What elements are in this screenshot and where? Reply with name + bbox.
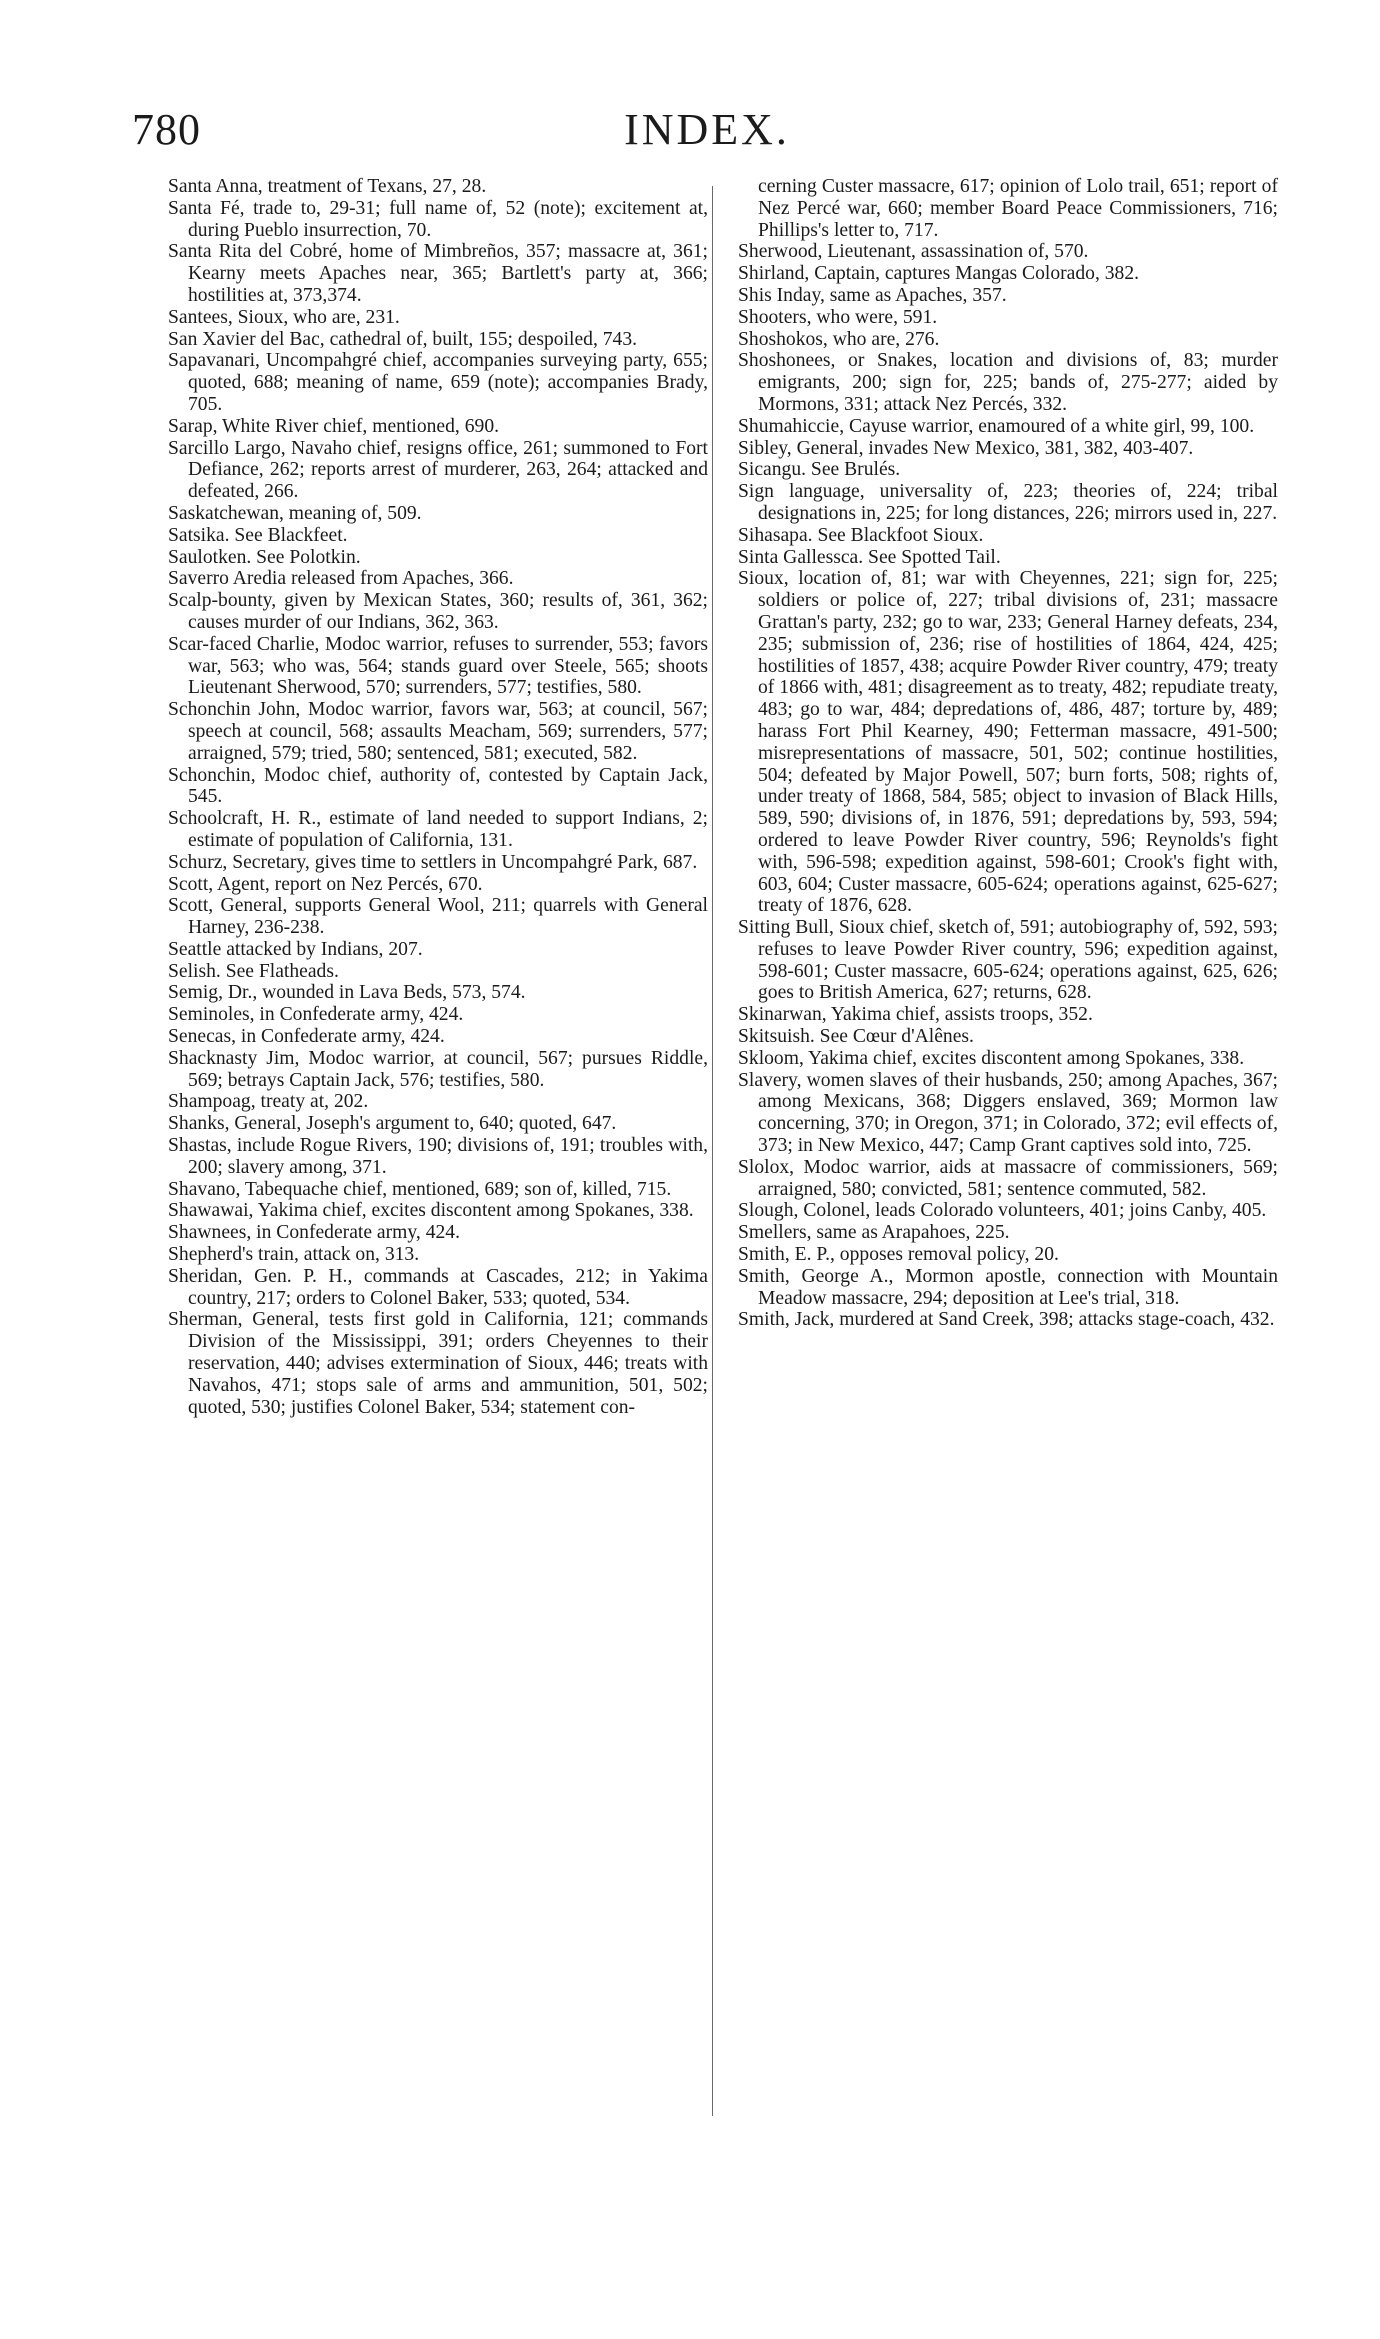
index-column-left [168,176,708,1418]
index-entry: Schonchin John, Modoc warrior, favors war, 563; at council, 567; speech at council, 568; assaults Meacham, 569; surrenders, 577; arraigned, 579; tried, 580; sentenced, 581; executed, 582. [168,699,708,764]
index-entry: Shirland, Captain, captures Mangas Colorado, 382. [738,263,1140,285]
index-entry: Shawawai, Yakima chief, excites discontent among Spokanes, 338. [168,1200,694,1222]
index-entry: Semig, Dr., wounded in Lava Beds, 573, 574. [168,982,526,1004]
index-entry: San Xavier del Bac, cathedral of, built, 155; despoiled, 743. [168,328,638,350]
index-entry: Shoshonees, or Snakes, location and divisions of, 83; murder emigrants, 200; sign for, 225; bands of, 275-277; aided by Mormons, 331; attack Nez Percés, 332. [738,350,1278,415]
index-entry: Scalp-bounty, given by Mexican States, 360; results of, 361, 362; causes murder of our Indians, 362, 363. [168,590,708,633]
index-entry: Santa Anna, treatment of Texans, 27, 28. [168,176,487,197]
index-entry: Smith, E. P., opposes removal policy, 20. [738,1244,1059,1266]
page-number: 780 [132,105,201,154]
index-entry: Sapavanari, Uncompahgré chief, accompanies surveying party, 655; quoted, 688; meaning of name, 659 (note); accompanies Brady, 705. [168,350,708,415]
index-entry: Skitsuish. See Cœur d'Alênes. [738,1026,974,1048]
index-entry: Shavano, Tabequache chief, mentioned, 689; son of, killed, 715. [168,1178,672,1200]
index-entry: Smith, George A., Mormon apostle, connection with Mountain Meadow massacre, 294; deposition at Lee's trial, 318. [738,1265,1278,1309]
index-entry: Sarap, White River chief, mentioned, 690. [168,415,500,437]
index-entry: Slavery, women slaves of their husbands, 250; among Apaches, 367; among Mexicans, 368; Diggers enslaved, 369; Mormon law concerning, 370; in Oregon, 371; in Colorado, 372; evil effects of, 373; in New Mexico, 447; Camp Grant captives sold into, 725. [738,1069,1278,1157]
index-entry: Smith, Jack, murdered at Sand Creek, 398; attacks stage-coach, 432. [738,1309,1275,1331]
index-entry: Sheridan, Gen. P. H., commands at Cascades, 212; in Yakima country, 217; orders to Colonel Baker, 533; quoted, 534. [168,1265,708,1309]
index-entry: Santa Rita del Cobré, home of Mimbreños, 357; massacre at, 361; Kearny meets Apaches near, 365; Bartlett's party at, 366; hostilities at, 373,374. [168,241,708,306]
index-entry: Scott, Agent, report on Nez Percés, 670. [168,873,483,895]
index-entry: Sicangu. See Brulés. [738,459,901,481]
index-entry: Shampoag, treaty at, 202. [168,1091,369,1113]
index-entry: Sioux, location of, 81; war with Cheyennes, 221; sign for, 225; soldiers or police of, 227; tribal divisions of, 231; massacre Grattan's party, 232; go to war, 233; General Harney defeats, 234, 235; submission of, 236; rise of hostilities of 1864, 424, 425; hostilities of 1857, 438; acquire Powder River country, 479; treaty of 1866 with, 481; disagreement as to treaty, 482; repudiate treaty, 483; go to war, 484; depredations of, 486, 487; torture by, 489; harass Fort Phil Kearney, 490; Fetterman massacre, 491-500; misrepresentations of massacre, 501, 502; continue hostilities, 504; defeated by Major Powell, 507; burn forts, 508; rights of, under treaty of 1868, 584, 585; object to invasion of Black Hills, 589, 590; divisions of, in 1876, 591; depredations by, 593, 594; ordered to leave Powder River country, 596; Reynolds's fight with, 596-598; expedition against, 598-601; Crook's fight with, 603, 604; Custer massacre, 605-624; operations against, 625-627; treaty of 1876, 628. [738,568,1278,917]
index-entry: Shanks, General, Joseph's argument to, 640; quoted, 647. [168,1113,617,1135]
page-title: INDEX. [624,105,790,154]
index-entry: Saverro Aredia released from Apaches, 366. [168,568,514,590]
index-entry: Sarcillo Largo, Navaho chief, resigns office, 261; summoned to Fort Defiance, 262; reports arrest of murderer, 263, 264; attacked and defeated, 266. [168,437,708,503]
index-entry: Skloom, Yakima chief, excites discontent among Spokanes, 338. [738,1047,1245,1069]
index-entry: Seminoles, in Confederate army, 424. [168,1004,464,1026]
index-entry: Skinarwan, Yakima chief, assists troops, 352. [738,1004,1093,1026]
index-entry: Santa Fé, trade to, 29-31; full name of, 52 (note); excitement at, during Pueblo insurrection, 70. [168,197,708,241]
index-entry: Slolox, Modoc warrior, aids at massacre of commissioners, 569; arraigned, 580; convicted, 581; sentence commuted, 582. [738,1156,1278,1200]
index-entry-continuation: cerning Custer massacre, 617; opinion of Lolo trail, 651; report of Nez Percé war, 660; member Board Peace Commissioners, 716; Phillips's letter to, 717. [758,176,1278,241]
index-entry: Shis Inday, same as Apaches, 357. [738,284,1007,306]
index-entry: Shacknasty Jim, Modoc warrior, at council, 567; pursues Riddle, 569; betrays Captain Jack, 576; testifies, 580. [168,1047,708,1091]
index-entry: Satsika. See Blackfeet. [168,524,348,546]
index-entry: Shepherd's train, attack on, 313. [168,1244,420,1266]
index-entry: Shawnees, in Confederate army, 424. [168,1222,461,1244]
page-header [132,104,1282,164]
index-entry: Seattle attacked by Indians, 207. [168,938,423,960]
index-entry: Shoshokos, who are, 276. [738,328,940,350]
index-entry: Sign language, universality of, 223; theories of, 224; tribal designations in, 225; for long distances, 226; mirrors used in, 227. [738,481,1278,524]
index-entry: Senecas, in Confederate army, 424. [168,1026,445,1048]
index-entry: Selish. See Flatheads. [168,960,339,982]
index-entry: Saskatchewan, meaning of, 509. [168,502,422,524]
index-entry: Shumahiccie, Cayuse warrior, enamoured of a white girl, 99, 100. [738,415,1255,437]
index-entry: Sherman, General, tests first gold in California, 121; commands Division of the Mississippi, 391; orders Cheyennes to their reservation, 440; advises extermination of Sioux, 446; treats with Navahos, 471; stops sale of arms and ammunition, 501, 502; quoted, 530; justifies Colonel Baker, 534; statement con- [168,1309,708,1418]
index-entry: Sitting Bull, Sioux chief, sketch of, 591; autobiography of, 592, 593; refuses to leave Powder River country, 596; expedition against, 598-601; Custer massacre, 605-624; operations against, 625, 626; goes to British America, 627; returns, 628. [738,917,1278,1004]
index-entry: Scar-faced Charlie, Modoc warrior, refuses to surrender, 553; favors war, 563; who was, 564; stands guard over Steele, 565; shoots Lieutenant Sherwood, 570; surrenders, 577; testifies, 580. [168,633,708,699]
index-column-right [738,176,1278,1331]
index-entry: Slough, Colonel, leads Colorado volunteers, 401; joins Canby, 405. [738,1200,1267,1222]
index-entry: Sihasapa. See Blackfoot Sioux. [738,524,984,546]
index-entry: Saulotken. See Polotkin. [168,546,361,568]
index-entry: Smellers, same as Arapahoes, 225. [738,1222,1010,1244]
index-entry: Schurz, Secretary, gives time to settlers in Uncompahgré Park, 687. [168,851,698,873]
index-entry: Schoolcraft, H. R., estimate of land needed to support Indians, 2; estimate of population of California, 131. [168,808,708,851]
index-entry: Shastas, include Rogue Rivers, 190; divisions of, 191; troubles with, 200; slavery among, 371. [168,1135,708,1178]
index-entry: Shooters, who were, 591. [738,306,938,328]
index-entry: Schonchin, Modoc chief, authority of, contested by Captain Jack, 545. [168,764,708,808]
column-divider [712,186,713,2116]
index-entry: Sinta Gallessca. See Spotted Tail. [738,546,1001,568]
index-entry: Sherwood, Lieutenant, assassination of, 570. [738,241,1089,263]
index-entry: Santees, Sioux, who are, 231. [168,306,400,328]
index-entry: Sibley, General, invades New Mexico, 381, 382, 403-407. [738,437,1194,459]
index-entry: Scott, General, supports General Wool, 211; quarrels with General Harney, 236-238. [168,895,708,939]
